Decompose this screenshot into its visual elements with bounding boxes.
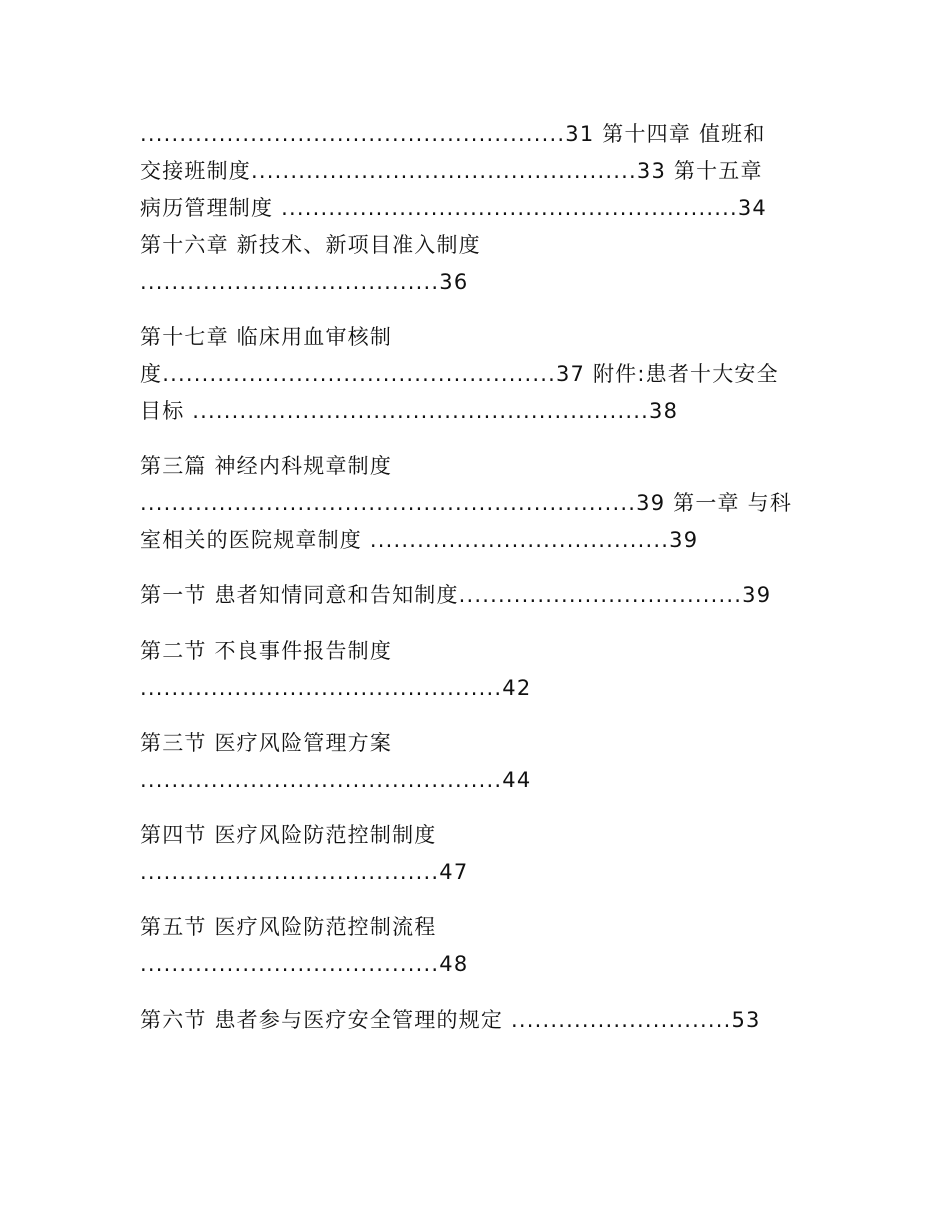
toc-line: 交接班制度.................................................33 第十五章 xyxy=(140,159,763,183)
toc-line: 第五节 医疗风险防范控制流程 xyxy=(140,915,437,939)
toc-block-section-5 xyxy=(140,909,820,983)
toc-line: ..............................................44 xyxy=(140,768,532,792)
toc-line: 第一节 患者知情同意和告知制度....................................39 xyxy=(140,583,772,607)
toc-block-chapter-17 xyxy=(140,319,820,430)
toc-line: 病历管理制度 ..........................................................34 xyxy=(140,196,767,220)
toc-line: 度..................................................37 附件:患者十大安全 xyxy=(140,362,779,386)
toc-line: 第四节 医疗风险防范控制制度 xyxy=(140,823,437,847)
toc-line: ......................................47 xyxy=(140,860,469,884)
toc-line: 第十七章 临床用血审核制 xyxy=(140,325,393,349)
toc-block-section-1 xyxy=(140,577,820,614)
toc-line: ......................................36 xyxy=(140,270,469,294)
toc-block-chapters-14-16 xyxy=(140,116,820,301)
toc-line: 第十六章 新技术、新项目准入制度 xyxy=(140,233,481,257)
toc-line: 第六节 患者参与医疗安全管理的规定 ............................53 xyxy=(140,1008,761,1032)
toc-block-section-6 xyxy=(140,1002,820,1039)
toc-line: ......................................................31 第十四章 值班和 xyxy=(140,122,766,146)
toc-line: ..............................................42 xyxy=(140,676,532,700)
toc-line: 室相关的医院规章制度 ......................................39 xyxy=(140,528,699,552)
toc-line: 第三篇 神经内科规章制度 xyxy=(140,454,393,478)
toc-block-section-4 xyxy=(140,817,820,891)
toc-line: 第二节 不良事件报告制度 xyxy=(140,639,393,663)
toc-line: 目标 ..........................................................38 xyxy=(140,399,679,423)
toc-block-section-2 xyxy=(140,633,820,707)
toc-line: ......................................48 xyxy=(140,952,469,976)
toc-line: ...............................................................39 第一章 与科 xyxy=(140,491,793,515)
toc-line: 第三节 医疗风险管理方案 xyxy=(140,731,393,755)
toc-block-part-3 xyxy=(140,448,820,559)
toc-block-section-3 xyxy=(140,725,820,799)
